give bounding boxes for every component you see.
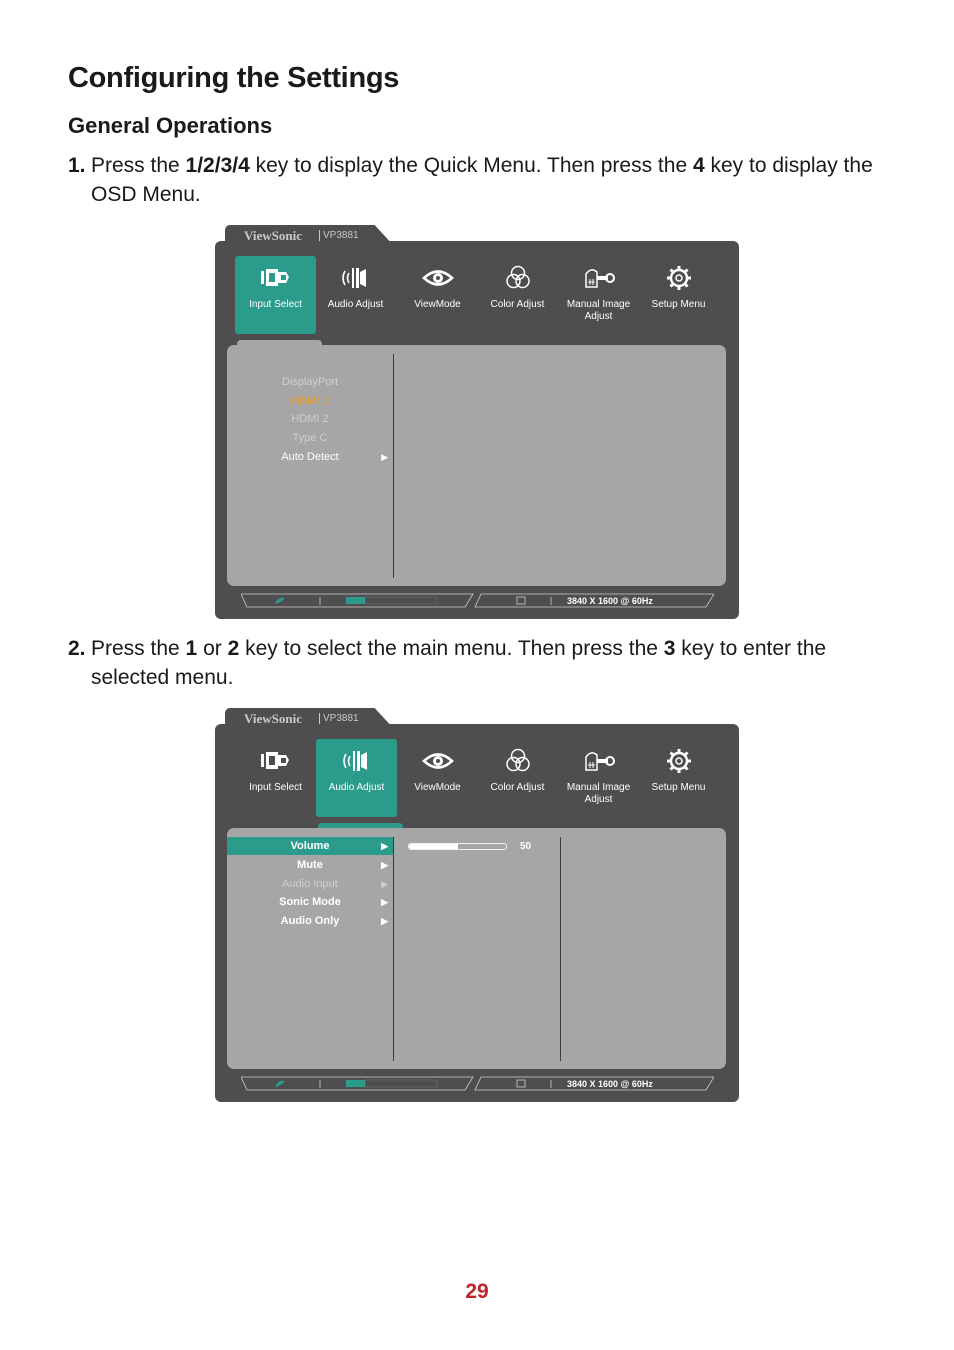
menu-label: Input Select: [249, 299, 302, 310]
step-number: 2.: [68, 637, 86, 660]
color-adjust-icon: [501, 264, 535, 292]
brand-logo: ViewSonic: [244, 711, 303, 726]
page-number: 29: [465, 1280, 489, 1303]
input-select-icon: [259, 747, 293, 775]
arrow-right-icon: ▶: [381, 879, 388, 889]
arrow-right-icon: ▶: [381, 860, 388, 870]
menu-color-adjust[interactable]: [477, 256, 558, 334]
brand-logo: ViewSonic: [244, 228, 303, 243]
gear-icon: [662, 747, 696, 775]
menu-label: Audio Adjust: [327, 299, 384, 310]
arrow-right-icon: ▶: [381, 452, 388, 462]
submenu-item-volume[interactable]: [227, 837, 393, 855]
submenu-item-displayport[interactable]: [227, 373, 393, 391]
key-name: 2: [227, 637, 240, 660]
submenu-label: Volume: [290, 840, 330, 852]
input-select-icon: [259, 264, 293, 292]
step-text: key to enter the selected menu.: [91, 637, 827, 689]
menu-label: Color Adjust: [490, 299, 545, 310]
submenu-item-auto-detect[interactable]: [227, 448, 393, 466]
eye-icon: [421, 264, 455, 292]
key-name: 3: [663, 637, 676, 660]
audio-adjust-icon: [339, 264, 373, 292]
menu-label: ViewMode: [414, 782, 461, 793]
menu-viewmode[interactable]: [397, 256, 478, 334]
osd-screenshot-1: [215, 225, 739, 620]
key-name: 1: [185, 637, 198, 660]
step-number: 1.: [68, 154, 86, 177]
step-1: [68, 151, 898, 209]
menu-audio-adjust[interactable]: [315, 256, 396, 334]
menu-viewmode[interactable]: [397, 739, 478, 817]
arrow-right-icon: ▶: [381, 897, 388, 907]
resolution-label: 3840 X 1600 @ 60Hz: [567, 1079, 653, 1089]
menu-color-adjust[interactable]: [477, 739, 558, 817]
model-name: VP3881: [319, 713, 359, 724]
submenu-label: HDMI 1: [291, 395, 329, 407]
menu-label: Setup Menu: [651, 782, 706, 793]
section-heading: General Operations: [68, 113, 273, 138]
volume-value: 50: [520, 841, 532, 852]
menu-audio-adjust[interactable]: [316, 739, 397, 817]
submenu-label: HDMI 2: [291, 413, 329, 425]
menu-label: Manual Image Adjust: [566, 299, 631, 322]
submenu-label: Mute: [297, 859, 323, 871]
submenu-item-hdmi1[interactable]: [227, 392, 393, 410]
menu-manual-image-adjust[interactable]: [558, 256, 639, 334]
menu-input-select[interactable]: [235, 739, 316, 817]
menu-input-select[interactable]: [235, 256, 316, 334]
submenu-panel: [227, 345, 726, 586]
model-name: VP3881: [319, 230, 359, 241]
step-text: key to display the OSD Menu.: [91, 154, 873, 206]
submenu-panel: [227, 828, 726, 1069]
submenu-item-audio-only[interactable]: [227, 912, 393, 930]
gear-icon: [662, 264, 696, 292]
menu-setup[interactable]: [638, 256, 719, 334]
menu-label: Audio Adjust: [328, 782, 385, 793]
menu-label: Color Adjust: [490, 782, 545, 793]
submenu-label: Type C: [292, 432, 328, 444]
page-title: Configuring the Settings: [68, 62, 400, 94]
volume-slider[interactable]: [408, 843, 507, 850]
submenu-item-hdmi2[interactable]: [227, 410, 393, 428]
eye-icon: [421, 747, 455, 775]
key-name: 1/2/3/4: [185, 154, 250, 177]
submenu-item-typec[interactable]: [227, 429, 393, 447]
menu-setup[interactable]: [638, 739, 719, 817]
manual-image-adjust-icon: [582, 747, 616, 775]
osd-screenshot-2: [215, 708, 739, 1103]
step-text: or: [197, 637, 228, 660]
menu-label: Setup Menu: [651, 299, 706, 310]
step-text: key to select the main menu. Then press the: [239, 637, 664, 660]
submenu-item-mute[interactable]: [227, 856, 393, 874]
submenu-label: Audio Only: [280, 915, 340, 927]
menu-label: Input Select: [249, 782, 302, 793]
resolution-label: 3840 X 1600 @ 60Hz: [567, 596, 653, 606]
key-name: 4: [692, 154, 705, 177]
submenu-item-audio-input[interactable]: [227, 875, 393, 893]
volume-slider-fill: [409, 844, 458, 849]
step-text: key to display the Quick Menu. Then press the: [249, 154, 693, 177]
step-text: Press the: [91, 637, 186, 660]
menu-label: Manual Image Adjust: [566, 782, 631, 805]
color-adjust-icon: [501, 747, 535, 775]
menu-label: ViewMode: [414, 299, 461, 310]
submenu-item-sonic-mode[interactable]: [227, 893, 393, 911]
submenu-label: Sonic Mode: [279, 896, 341, 908]
arrow-right-icon: ▶: [381, 916, 388, 926]
submenu-label: DisplayPort: [281, 376, 339, 388]
step-text: Press the: [91, 154, 186, 177]
manual-image-adjust-icon: [582, 264, 616, 292]
audio-adjust-icon: [340, 747, 374, 775]
submenu-label: Audio Input: [282, 878, 338, 890]
submenu-label: Auto Detect: [281, 451, 339, 463]
menu-manual-image-adjust[interactable]: [558, 739, 639, 817]
step-2: [68, 634, 898, 692]
arrow-right-icon: ▶: [381, 841, 388, 851]
